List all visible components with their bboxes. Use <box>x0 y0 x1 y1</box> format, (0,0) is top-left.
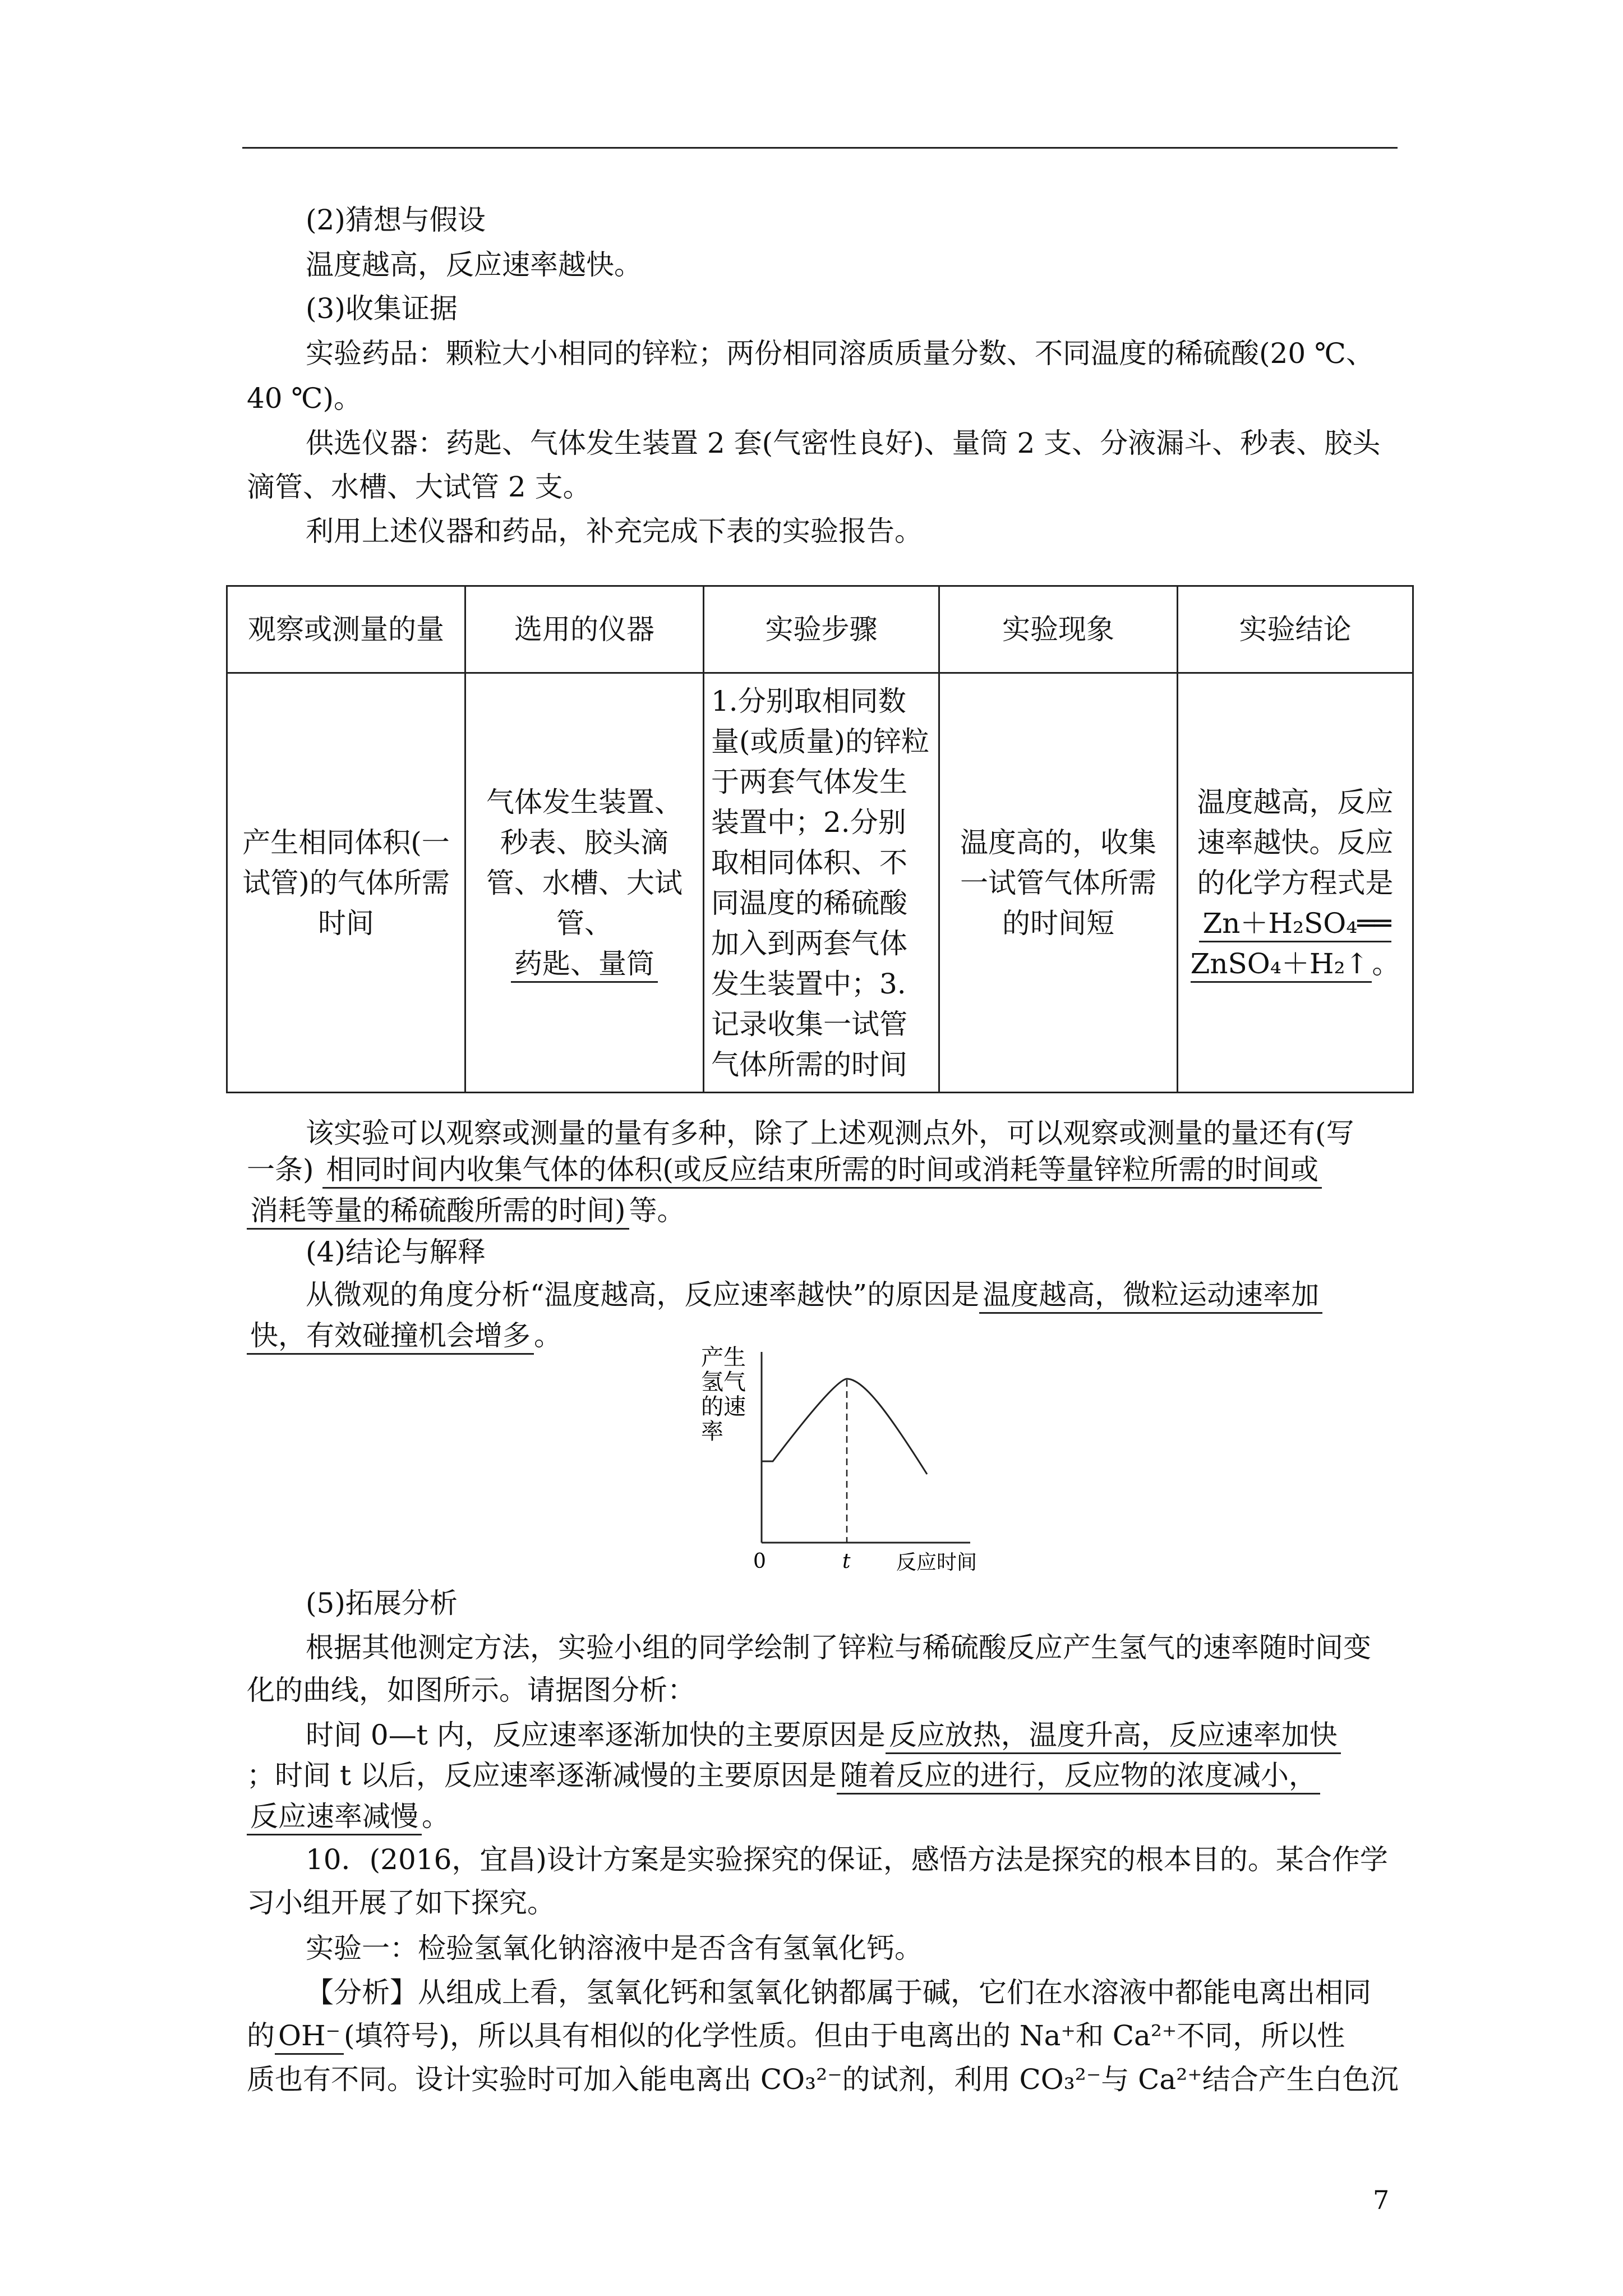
instruments-line-2: 滴管、水槽、大试管 2 支。 <box>247 471 591 503</box>
instruments-line-1: 供选仪器：药匙、气体发生装置 2 套(气密性良好)、量筒 2 支、分液漏斗、秒表、胶头 <box>306 427 1381 459</box>
extension-line-5 <box>247 1797 1402 1836</box>
t-label: t <box>842 1550 851 1573</box>
page-number: 7 <box>1373 2185 1390 2215</box>
header-cell: 选用的仪器 <box>465 586 704 673</box>
micro-answer-1: 温度越高，微粒运动速率加 <box>979 1278 1322 1314</box>
table-header-row <box>227 586 1413 673</box>
extension-answer-2: 随着反应的进行，反应物的浓度减小， <box>837 1759 1320 1795</box>
question-10-line-2: 习小组开展了如下探究。 <box>247 1887 555 1919</box>
other-measure-answer-1: 相同时间内收集气体的体积(或反应结束所需的时间或消耗等量锌粒所需的时间或 <box>322 1153 1322 1189</box>
micro-period: 。 <box>534 1319 562 1352</box>
header-cell: 实验现象 <box>939 586 1178 673</box>
section-3-title: (3)收集证据 <box>306 292 458 325</box>
instruments-answer: 药匙、量筒 <box>511 947 658 983</box>
reaction-rate-chart <box>695 1341 1009 1582</box>
other-measure-suffix: 等。 <box>629 1194 685 1227</box>
instruments-line-3: 利用上述仪器和药品，补充完成下表的实验报告。 <box>306 515 923 547</box>
section-4-title: (4)结论与解释 <box>306 1236 486 1268</box>
other-measure-line-1: 该实验可以观察或测量的量有多种，除了上述观测点外，可以观察或测量的量还有(写 <box>306 1117 1354 1149</box>
y-label-2: 氢气 <box>701 1369 746 1395</box>
analysis-line-3: 质也有不同。设计实验时可加入能电离出 CO₃²⁻的试剂，利用 CO₃²⁻与 Ca²⁺结合产生白色沉 <box>247 2063 1399 2096</box>
origin-label: 0 <box>753 1550 766 1573</box>
other-measure-line-2 <box>247 1150 1402 1189</box>
header-rule <box>242 147 1398 149</box>
extension-question-1: 时间 0—t 内，反应速率逐渐加快的主要原因是 <box>306 1719 886 1751</box>
other-measure-prefix: 一条) <box>247 1153 314 1186</box>
reaction-rate-chart-svg <box>695 1341 1009 1582</box>
hypothesis-text: 温度越高，反应速率越快。 <box>306 249 642 281</box>
conclusion-cell <box>1178 673 1413 1093</box>
analysis-prefix: 的 <box>247 2019 275 2052</box>
extension-answer-3: 反应速率减慢 <box>247 1800 422 1835</box>
drugs-line-2: 40 ℃)。 <box>247 382 362 415</box>
micro-line-1 <box>306 1275 1461 1314</box>
analysis-line-2 <box>247 2016 1402 2055</box>
extension-period: 。 <box>422 1800 450 1833</box>
phenomenon-cell: 温度高的，收集一试管气体所需的时间短 <box>939 673 1178 1093</box>
analysis-answer: OH⁻ <box>275 2019 344 2055</box>
header-cell: 实验结论 <box>1178 586 1413 673</box>
header-cell: 实验步骤 <box>704 586 939 673</box>
micro-question: 从微观的角度分析“温度越高，反应速率越快”的原因是 <box>306 1278 980 1311</box>
extension-line-1: 根据其他测定方法，实验小组的同学绘制了锌粒与稀硫酸反应产生氢气的速率随时间变 <box>306 1631 1371 1664</box>
instruments-given: 气体发生装置、秒表、胶头滴管、水槽、大试管、 <box>486 785 683 940</box>
extension-answer-1: 反应放热，温度升高，反应速率加快 <box>886 1719 1341 1754</box>
extension-line-4 <box>247 1756 1402 1795</box>
question-10-line-1: 10．(2016，宜昌)设计方案是实验探究的保证，感悟方法是探究的根本目的。某合作学 <box>306 1843 1388 1876</box>
experiment-1-line: 实验一：检验氢氧化钠溶液中是否含有氢氧化钙。 <box>306 1932 923 1964</box>
table-row <box>227 673 1413 1093</box>
y-label-1: 产生 <box>701 1345 746 1370</box>
experiment-report-table <box>226 585 1414 1093</box>
micro-answer-2: 快，有效碰撞机会增多 <box>247 1319 534 1355</box>
analysis-rest: (填符号)，所以具有相似的化学性质。但由于电离出的 Na⁺和 Ca²⁺不同，所以性 <box>344 2019 1345 2052</box>
rate-curve <box>762 1379 927 1474</box>
extension-line-2: 化的曲线，如图所示。请据图分析： <box>247 1674 695 1706</box>
measured-quantity-cell: 产生相同体积(一试管)的气体所需时间 <box>227 673 465 1093</box>
steps-cell: 1.分别取相同数量(或质量)的锌粒于两套气体发生装置中；2.分别取相同体积、不同温度的稀硫酸加入到两套气体发生装置中；3.记录收集一试管气体所需的时间 <box>704 673 939 1093</box>
header-cell: 观察或测量的量 <box>227 586 465 673</box>
other-measure-answer-2: 消耗等量的稀硫酸所需的时间) <box>247 1194 629 1230</box>
conclusion-text: 温度越高，反应速率越快。反应的化学方程式是 <box>1197 785 1394 899</box>
drugs-line-1: 实验药品：颗粒大小相同的锌粒；两份相同溶质质量分数、不同温度的稀硫酸(20 ℃、 <box>306 337 1374 370</box>
extension-question-2: ；时间 t 以后，反应速率逐渐减慢的主要原因是 <box>247 1759 837 1792</box>
equation-answer: Zn＋H₂SO₄══ ZnSO₄＋H₂↑ <box>1191 907 1391 983</box>
x-axis-label: 反应时间 <box>896 1551 978 1574</box>
analysis-line-1: 【分析】从组成上看，氢氧化钙和氢氧化钠都属于碱，它们在水溶液中都能电离出相同 <box>306 1976 1371 2009</box>
instruments-cell <box>465 673 704 1093</box>
section-2-title: (2)猜想与假设 <box>306 204 486 236</box>
y-label-3: 的速 <box>701 1394 746 1420</box>
other-measure-line-3 <box>247 1191 1402 1230</box>
conclusion-period: 。 <box>1372 947 1400 980</box>
y-label-4: 率 <box>701 1419 723 1444</box>
section-5-title: (5)拓展分析 <box>306 1587 458 1619</box>
extension-line-3 <box>306 1715 1461 1755</box>
